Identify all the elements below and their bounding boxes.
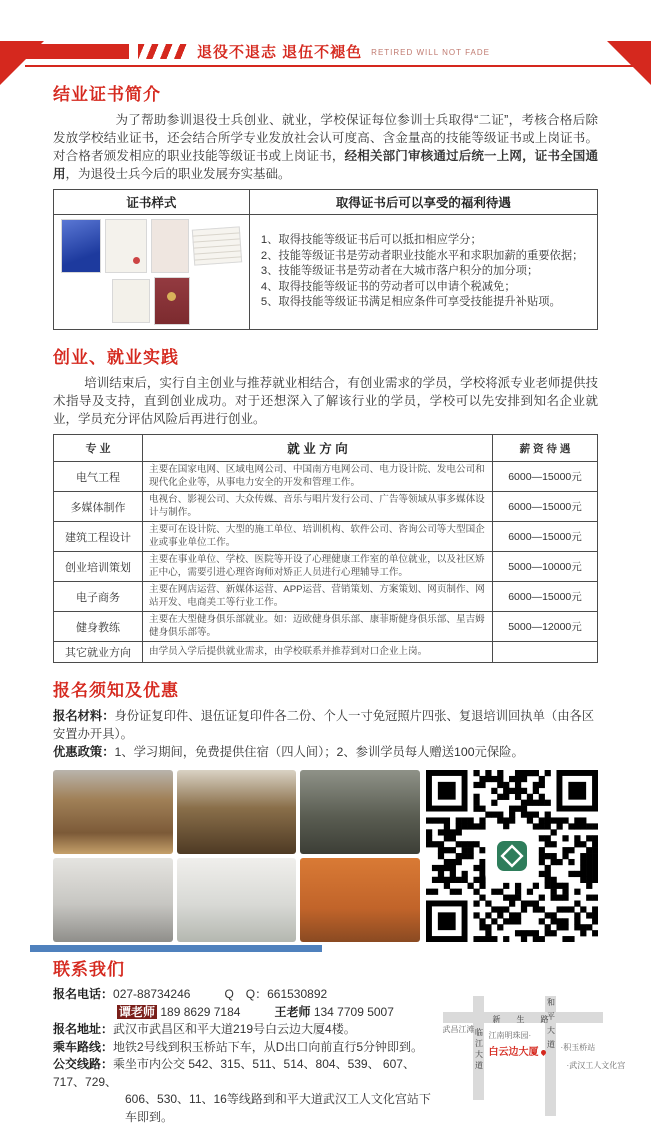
table-row [54, 492, 598, 522]
job-salary: 5000—10000元 [493, 552, 598, 582]
section-title-signup: 报名须知及优惠 [53, 681, 179, 700]
photo-grid [53, 770, 420, 942]
map-poi-right: ·积玉桥站 [560, 1043, 596, 1052]
photo-gallery [53, 770, 598, 942]
route-label: 乘车路线： [53, 1039, 114, 1054]
photo-group-camouflage [300, 770, 420, 854]
job-direction: 主要在网店运营、新媒体运营、APP运营、营销策划、方案策划、网页制作、网站开发、电商美工等行业工作。 [143, 582, 493, 612]
job-salary [493, 642, 598, 663]
job-direction: 由学员入学后提供就业需求，由学校联系并推荐到对口企业上岗。 [143, 642, 493, 663]
job-salary: 5000—12000元 [493, 612, 598, 642]
certificate-image-pale [151, 219, 189, 273]
job-major: 健身教练 [54, 612, 143, 642]
contact-bus-line-2 [53, 1091, 433, 1126]
job-major: 其它就业方向 [54, 642, 143, 663]
qr-code [426, 770, 598, 942]
materials-label: 报名材料： [53, 709, 115, 723]
contact-address-line [53, 1021, 433, 1039]
photo-computer-lab [177, 770, 297, 854]
signup-policy-line [53, 743, 598, 761]
teacher1-phone: 189 8629 7184 [160, 1004, 241, 1019]
top-banner [25, 41, 648, 67]
benefit-item: 3、技能等级证书是劳动者在大城市落户积分的加分项； [260, 265, 539, 278]
materials-text: 身份证复印件、退伍证复印件各二份、个人一寸免冠照片四张、复退培训回执单（由各区安置办开具）。 [53, 709, 595, 741]
job-major: 创业培训策划 [54, 552, 143, 582]
benefits-list [251, 229, 596, 315]
teacher2-phone: 134 7709 5007 [313, 1004, 394, 1019]
job-major: 电子商务 [54, 582, 143, 612]
job-salary: 6000—15000元 [493, 492, 598, 522]
section-title-practice: 创业、就业实践 [53, 348, 179, 367]
location-map [442, 996, 626, 1116]
contact-lines [53, 986, 433, 1126]
photo-lecture-hall [53, 858, 173, 942]
bus-label: 公交线路： [53, 1057, 114, 1071]
certificate-image-red-booklet [154, 277, 190, 325]
address-text: 武汉市武昌区和平大道219号白云边大厦4楼。 [113, 1022, 356, 1036]
job-salary: 6000—15000元 [493, 582, 598, 612]
table-row [54, 642, 598, 663]
certificate-paragraph-part2: ，为退役士兵今后的职业发展夯实基础。 [65, 167, 291, 181]
certificate-image-blue-cover [61, 219, 101, 273]
map-road-vr-label: 和平大道 [546, 998, 556, 1054]
job-major: 建筑工程设计 [54, 522, 143, 552]
certificate-collage [58, 219, 245, 325]
map-building-label: 白云边大厦 [489, 1043, 546, 1058]
benefit-item: 5、取得技能等级证书满足相应条件可享受技能提升补贴项。 [260, 296, 561, 309]
policy-label: 优惠政策： [53, 745, 115, 759]
jobs-header-direction: 就 业 方 向 [143, 435, 493, 462]
bus-text-1: 乘坐市内公交 542、315、511、514、804、539、 607、717、729、 [53, 1057, 415, 1089]
signup-materials-line [53, 707, 598, 743]
table-row [54, 582, 598, 612]
map-poi-left: 武昌江滩· [442, 1025, 478, 1034]
contact-teachers-line [53, 1004, 433, 1022]
certificate-image-paper [192, 226, 242, 265]
certificate-table [53, 189, 598, 330]
teacher2-name: 王老师 [274, 1004, 311, 1019]
contact-phone-line [53, 986, 433, 1004]
contact-block [53, 986, 626, 1126]
bus-text-2: 606、530、11、16等线路到和平大道武汉工人文化宫站下车即到。 [125, 1092, 431, 1124]
jobs-table [53, 434, 598, 663]
photo-gym-training [300, 858, 420, 942]
practice-paragraph: 培训结束后，实行自主创业与推荐就业相结合，有创业需求的学员，学校将派专业老师提供技术指导及支持，直到创业成功。对于还想深入了解该行业的学员，学校可以先安排到知名企业就业，学员充分评估风险后再进行创业。 [53, 376, 598, 426]
jobs-header-salary: 薪 资 待 遇 [493, 435, 598, 462]
photo-campus-building [53, 770, 173, 854]
benefit-item: 1、取得技能等级证书后可以抵扣相应学分； [260, 234, 482, 247]
corner-ribbon-left [0, 41, 44, 85]
teacher1-name-badge: 谭老师 [119, 1004, 156, 1019]
qq-number: 661530892 [267, 987, 328, 1001]
section-title-certificate: 结业证书简介 [53, 85, 161, 104]
phone-label: 报名电话： [53, 987, 114, 1001]
benefit-item: 4、取得技能等级证书的劳动者可以申请个税减免； [260, 280, 516, 293]
job-salary: 6000—15000元 [493, 462, 598, 492]
section-title-contact: 联系我们 [53, 960, 125, 979]
map-poi-bottom: ·武汉工人文化宫 [566, 1061, 626, 1070]
job-direction: 主要可在设计院、大型的施工单位、培训机构、软件公司、咨询公司等大型国企业或事业单位工作。 [143, 522, 493, 552]
jobs-table-header-row [54, 435, 598, 462]
cert-table-header-benefit: 取得证书后可以享受的福利待遇 [249, 190, 597, 215]
map-road-vl-label: 临江大道 [474, 1028, 484, 1072]
banner-stripes-icon [138, 44, 188, 59]
job-salary: 6000—15000元 [493, 522, 598, 552]
certificate-paragraph-part1: 为了帮助参训退役士兵创业、就业，学校保证每位参训士兵取得“二证”，考核合格后除发放学校结业证书，还会结合所学专业发放社会认可度高、含金量高的技能等级证书或上岗证书。对合格者颁发相应的职业技能等级证书或上岗证书， [53, 113, 598, 163]
contact-route-line [53, 1039, 433, 1057]
banner-slogan-en: RETIRED WILL NOT FADE [371, 48, 490, 57]
certificate-samples-cell [54, 215, 250, 330]
job-direction: 主要在事业单位、学校、医院等开设了心理健康工作室的单位就业，以及社区矫正中心，需要引进心理咨询师对矫正人员进行心理辅导工作。 [143, 552, 493, 582]
job-direction: 主要在大型健身俱乐部就业。如：迈欧健身俱乐部、康菲斯健身俱乐部、星吉姆健身俱乐部等。 [143, 612, 493, 642]
job-major: 电气工程 [54, 462, 143, 492]
address-label: 报名地址： [53, 1022, 114, 1036]
policy-text: 1、学习期间，免费提供住宿（四人间）；2、参训学员每人赠送100元保险。 [114, 745, 524, 759]
certificate-benefits-cell [249, 215, 597, 330]
certificate-image-white-seal [105, 219, 147, 273]
corner-ribbon-right [607, 41, 651, 85]
contact-bus-line [53, 1056, 433, 1091]
job-direction: 主要在国家电网、区域电网公司、中国南方电网公司、电力设计院、发电公司和现代化企业等，从事电力安全的开发和管理工作。 [143, 462, 493, 492]
table-row [54, 522, 598, 552]
map-road-h-label: 新生路 [492, 1015, 565, 1024]
cert-table-header-style: 证书样式 [54, 190, 250, 215]
certificate-image-white [112, 279, 150, 323]
map-poi-center: 江南明珠园· [488, 1031, 532, 1040]
certificate-paragraph [53, 111, 598, 183]
qq-label: Q Q： [224, 987, 268, 1001]
table-row [54, 462, 598, 492]
phone-number: 027-88734246 [113, 987, 191, 1001]
jobs-header-major: 专 业 [54, 435, 143, 462]
certificate-paragraph-bold: 经相关部门审核通过后统一上网，证书全国通用 [53, 149, 598, 181]
map-pin-icon [539, 1049, 546, 1056]
photo-training-class [177, 858, 297, 942]
footer-bar [30, 945, 322, 952]
banner-slogan-cn: 退役不退志 退伍不褪色 [197, 44, 363, 61]
route-text: 地铁2号线到积玉桥站下车，从D出口向前直行5分钟即到。 [113, 1039, 424, 1054]
table-row [54, 552, 598, 582]
job-direction: 电视台、影视公司、大众传媒、音乐与唱片发行公司、广告等领域从事多媒体设计与制作。 [143, 492, 493, 522]
benefit-item: 2、技能等级证书是劳动者职业技能水平和求职加薪的重要依据； [260, 249, 584, 262]
table-row [54, 612, 598, 642]
job-major: 多媒体制作 [54, 492, 143, 522]
